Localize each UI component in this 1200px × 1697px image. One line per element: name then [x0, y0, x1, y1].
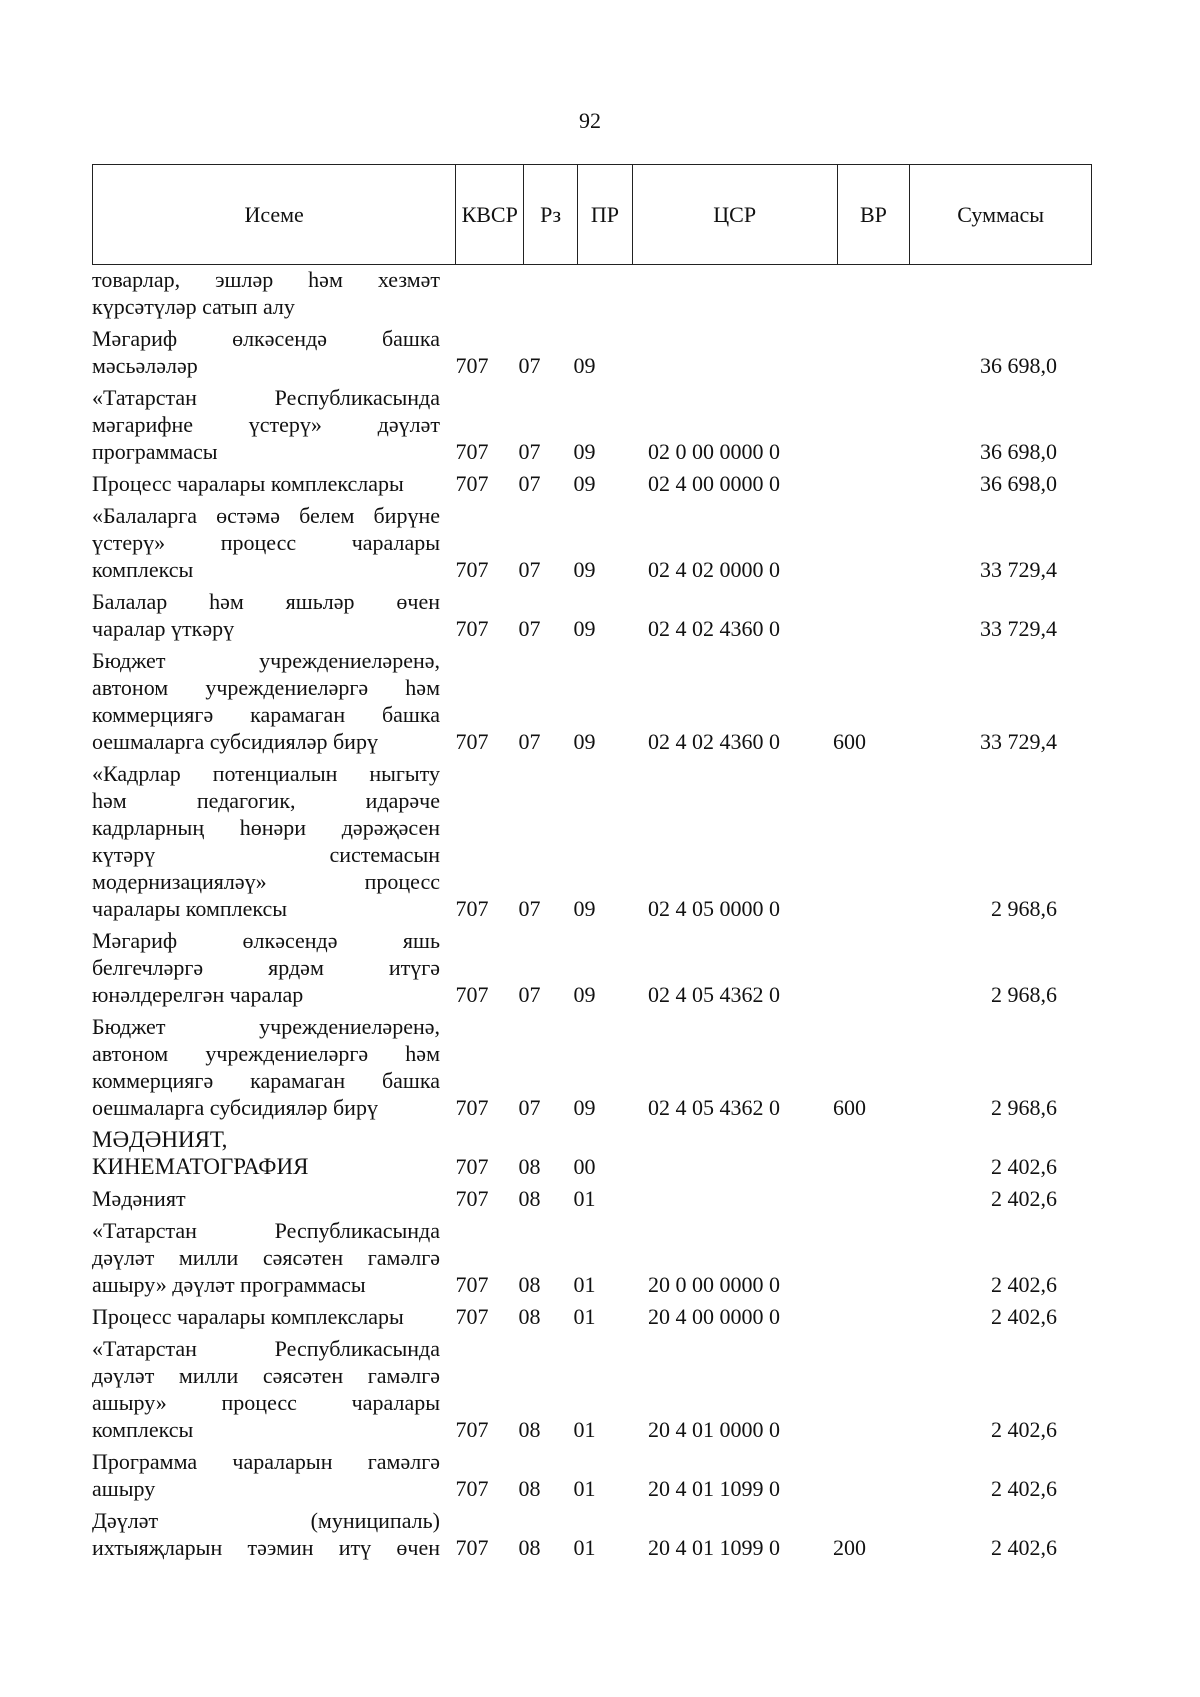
row-name-line: программасы [92, 439, 218, 464]
cell-rz: 07 [518, 616, 541, 641]
cell-csr: 20 4 01 1099 0 [648, 1535, 780, 1560]
table-row [92, 760, 1092, 922]
cell-rz: 07 [518, 982, 541, 1007]
row-name [92, 1185, 440, 1212]
row-name-line: КИНЕМАТОГРАФИЯ [92, 1154, 309, 1179]
cell-sum: 36 698,0 [980, 471, 1057, 496]
header-rz: Рз [524, 165, 578, 264]
cell-kvsr: 707 [455, 1154, 489, 1179]
table-row [92, 502, 1092, 583]
cell-pr: 09 [573, 353, 596, 378]
cell-kvsr: 707 [455, 1304, 489, 1329]
row-name-line: «Балаларга өстәмә белем бирүне [92, 503, 440, 528]
row-name-line: чаралар үткәрү [92, 616, 235, 641]
row-name-line: Процесс чаралары комплекслары [92, 1304, 404, 1329]
cell-csr: 20 4 00 0000 0 [648, 1304, 780, 1329]
cell-pr: 01 [573, 1417, 596, 1442]
row-name-line: һәм педагогик, идарәче [92, 788, 440, 813]
cell-pr: 09 [573, 557, 596, 582]
cell-kvsr: 707 [455, 557, 489, 582]
table-row [92, 927, 1092, 1008]
cell-rz: 08 [518, 1535, 541, 1560]
cell-rz: 07 [518, 896, 541, 921]
cell-pr: 01 [573, 1535, 596, 1560]
row-name-line: кадрларның һөнәри дәрәҗәсен [92, 815, 440, 840]
cell-rz: 08 [518, 1417, 541, 1442]
cell-vr: 200 [833, 1535, 866, 1560]
row-name-line: Мәгариф өлкәсендә яшь [92, 928, 440, 953]
cell-rz: 08 [518, 1304, 541, 1329]
row-name-line: мәгарифне үстерү» дәүләт [92, 412, 440, 437]
cell-sum: 2 402,6 [991, 1417, 1057, 1442]
row-name [92, 1448, 440, 1502]
table-row [92, 1013, 1092, 1121]
row-name-line: Мәдәният [92, 1186, 186, 1211]
row-name-line: Балалар һәм яшьләр өчен [92, 589, 440, 614]
row-name [92, 1507, 440, 1561]
row-name-line: «Татарстан Республикасында [92, 1218, 440, 1243]
cell-rz: 07 [518, 557, 541, 582]
cell-csr: 02 0 00 0000 0 [648, 439, 780, 464]
row-name-line: «Татарстан Республикасында [92, 1336, 440, 1361]
row-name-line: ихтыяҗларын тәэмин итү өчен [92, 1535, 440, 1560]
cell-kvsr: 707 [455, 729, 489, 754]
cell-rz: 07 [518, 439, 541, 464]
row-name [92, 502, 440, 583]
header-name: Исеме [93, 165, 456, 264]
cell-pr: 09 [573, 439, 596, 464]
row-name [92, 384, 440, 465]
cell-csr: 02 4 00 0000 0 [648, 471, 780, 496]
row-name-line: оешмаларга субсидияләр бирү [92, 729, 378, 754]
header-csr: ЦСР [633, 165, 838, 264]
cell-kvsr: 707 [455, 353, 489, 378]
row-name [92, 1303, 440, 1330]
row-name-line: «Татарстан Республикасында [92, 385, 440, 410]
cell-pr: 01 [573, 1476, 596, 1501]
row-name-line: мәсьәләләр [92, 353, 198, 378]
cell-rz: 07 [518, 471, 541, 496]
row-name-line: күтәрү системасын [92, 842, 440, 867]
row-name-line: коммерциягә карамаган башка [92, 702, 440, 727]
table-header [92, 164, 1092, 265]
cell-pr: 09 [573, 616, 596, 641]
cell-kvsr: 707 [455, 982, 489, 1007]
row-name-line: ашыру» процесс чаралары [92, 1390, 440, 1415]
row-name [92, 1126, 440, 1180]
cell-pr: 01 [573, 1272, 596, 1297]
cell-pr: 00 [573, 1154, 596, 1179]
cell-sum: 33 729,4 [980, 729, 1057, 754]
cell-sum: 2 402,6 [991, 1304, 1057, 1329]
row-name-line: Дәүләт (муниципаль) [92, 1508, 440, 1533]
cell-kvsr: 707 [455, 896, 489, 921]
row-name [92, 1335, 440, 1443]
cell-sum: 2 968,6 [991, 982, 1057, 1007]
cell-pr: 09 [573, 729, 596, 754]
row-name-line: Процесс чаралары комплекслары [92, 471, 404, 496]
row-name-line: дәүләт милли сәясәтен гамәлгә [92, 1363, 440, 1388]
cell-pr: 01 [573, 1304, 596, 1329]
row-name [92, 470, 440, 497]
cell-csr: 02 4 05 4362 0 [648, 982, 780, 1007]
cell-rz: 07 [518, 353, 541, 378]
table-row [92, 1335, 1092, 1443]
cell-rz: 08 [518, 1476, 541, 1501]
cell-vr: 600 [833, 729, 866, 754]
cell-pr: 09 [573, 982, 596, 1007]
table-row [92, 470, 1092, 497]
cell-sum: 2 402,6 [991, 1154, 1057, 1179]
cell-sum: 2 402,6 [991, 1186, 1057, 1211]
cell-sum: 2 402,6 [991, 1476, 1057, 1501]
header-sum: Суммасы [957, 201, 1045, 227]
table-row [92, 325, 1092, 379]
row-name-line: Бюджет учреждениеләренә, [92, 1014, 440, 1039]
cell-pr: 09 [573, 896, 596, 921]
row-name [92, 1217, 440, 1298]
cell-sum: 36 698,0 [980, 439, 1057, 464]
cell-pr: 01 [573, 1186, 596, 1211]
row-name-line: күрсәтүләр сатып алу [92, 294, 295, 319]
cell-csr: 02 4 02 4360 0 [648, 729, 780, 754]
row-name-line: автоном учреждениеләргә һәм [92, 1041, 440, 1066]
cell-kvsr: 707 [455, 439, 489, 464]
row-name [92, 588, 440, 642]
row-name-line: үстерү» процесс чаралары [92, 530, 440, 555]
row-name-line: комплексы [92, 1417, 194, 1442]
cell-sum: 33 729,4 [980, 557, 1057, 582]
row-name-line: «Кадрлар потенциалын ныгыту [92, 761, 440, 786]
cell-sum: 36 698,0 [980, 353, 1057, 378]
row-name-line: Программа чараларын гамәлгә [92, 1449, 440, 1474]
row-name [92, 325, 440, 379]
row-name-line: товарлар, эшләр һәм хезмәт [92, 267, 440, 292]
cell-csr: 02 4 02 0000 0 [648, 557, 780, 582]
cell-sum: 2 968,6 [991, 896, 1057, 921]
table-row [92, 1217, 1092, 1298]
cell-pr: 09 [573, 1095, 596, 1120]
cell-sum: 33 729,4 [980, 616, 1057, 641]
cell-csr: 02 4 05 4362 0 [648, 1095, 780, 1120]
row-name-line: автоном учреждениеләргә һәм [92, 675, 440, 700]
cell-pr: 09 [573, 471, 596, 496]
table-row [92, 1303, 1092, 1330]
cell-sum: 2 968,6 [991, 1095, 1057, 1120]
table-row [92, 588, 1092, 642]
cell-sum: 2 402,6 [991, 1272, 1057, 1297]
row-name [92, 266, 440, 320]
cell-vr: 600 [833, 1095, 866, 1120]
cell-kvsr: 707 [455, 1272, 489, 1297]
row-name [92, 1013, 440, 1121]
row-name-line: коммерциягә карамаган башка [92, 1068, 440, 1093]
cell-csr: 20 0 00 0000 0 [648, 1272, 780, 1297]
table-row [92, 384, 1092, 465]
cell-csr: 02 4 02 4360 0 [648, 616, 780, 641]
header-pr: ПР [578, 165, 633, 264]
cell-rz: 08 [518, 1154, 541, 1179]
row-name-line: ашыру» дәүләт программасы [92, 1272, 366, 1297]
row-name [92, 760, 440, 922]
cell-kvsr: 707 [455, 1417, 489, 1442]
cell-csr: 02 4 05 0000 0 [648, 896, 780, 921]
header-vr: ВР [838, 165, 911, 264]
row-name-line: белгечләргә ярдәм итүгә [92, 955, 440, 980]
table-row [92, 1126, 1092, 1180]
row-name-line: комплексы [92, 557, 194, 582]
cell-csr: 20 4 01 1099 0 [648, 1476, 780, 1501]
row-name-line: Бюджет учреждениеләренә, [92, 648, 440, 673]
table-row [92, 1448, 1092, 1502]
cell-kvsr: 707 [455, 1476, 489, 1501]
row-name [92, 647, 440, 755]
row-name-line: модернизацияләү» процесс [92, 869, 440, 894]
cell-kvsr: 707 [455, 1095, 489, 1120]
cell-rz: 07 [518, 1095, 541, 1120]
table-row [92, 647, 1092, 755]
row-name-line: МӘДӘНИЯТ, [92, 1127, 228, 1152]
table-row [92, 266, 1092, 320]
header-kvsr: КВСР [456, 165, 524, 264]
row-name-line: дәүләт милли сәясәтен гамәлгә [92, 1245, 440, 1270]
table-row [92, 1507, 1092, 1561]
cell-kvsr: 707 [455, 1186, 489, 1211]
table-row [92, 1185, 1092, 1212]
cell-rz: 08 [518, 1186, 541, 1211]
table-body [92, 266, 1092, 1566]
cell-csr: 20 4 01 0000 0 [648, 1417, 780, 1442]
cell-kvsr: 707 [455, 471, 489, 496]
cell-sum: 2 402,6 [991, 1535, 1057, 1560]
cell-kvsr: 707 [455, 616, 489, 641]
page-number: 92 [579, 108, 601, 133]
row-name-line: чаралары комплексы [92, 896, 288, 921]
row-name-line: ашыру [92, 1476, 156, 1501]
row-name [92, 927, 440, 1008]
row-name-line: оешмаларга субсидияләр бирү [92, 1095, 378, 1120]
cell-rz: 07 [518, 729, 541, 754]
cell-kvsr: 707 [455, 1535, 489, 1560]
row-name-line: юнәлдерелгән чаралар [92, 982, 304, 1007]
cell-rz: 08 [518, 1272, 541, 1297]
row-name-line: Мәгариф өлкәсендә башка [92, 326, 440, 351]
